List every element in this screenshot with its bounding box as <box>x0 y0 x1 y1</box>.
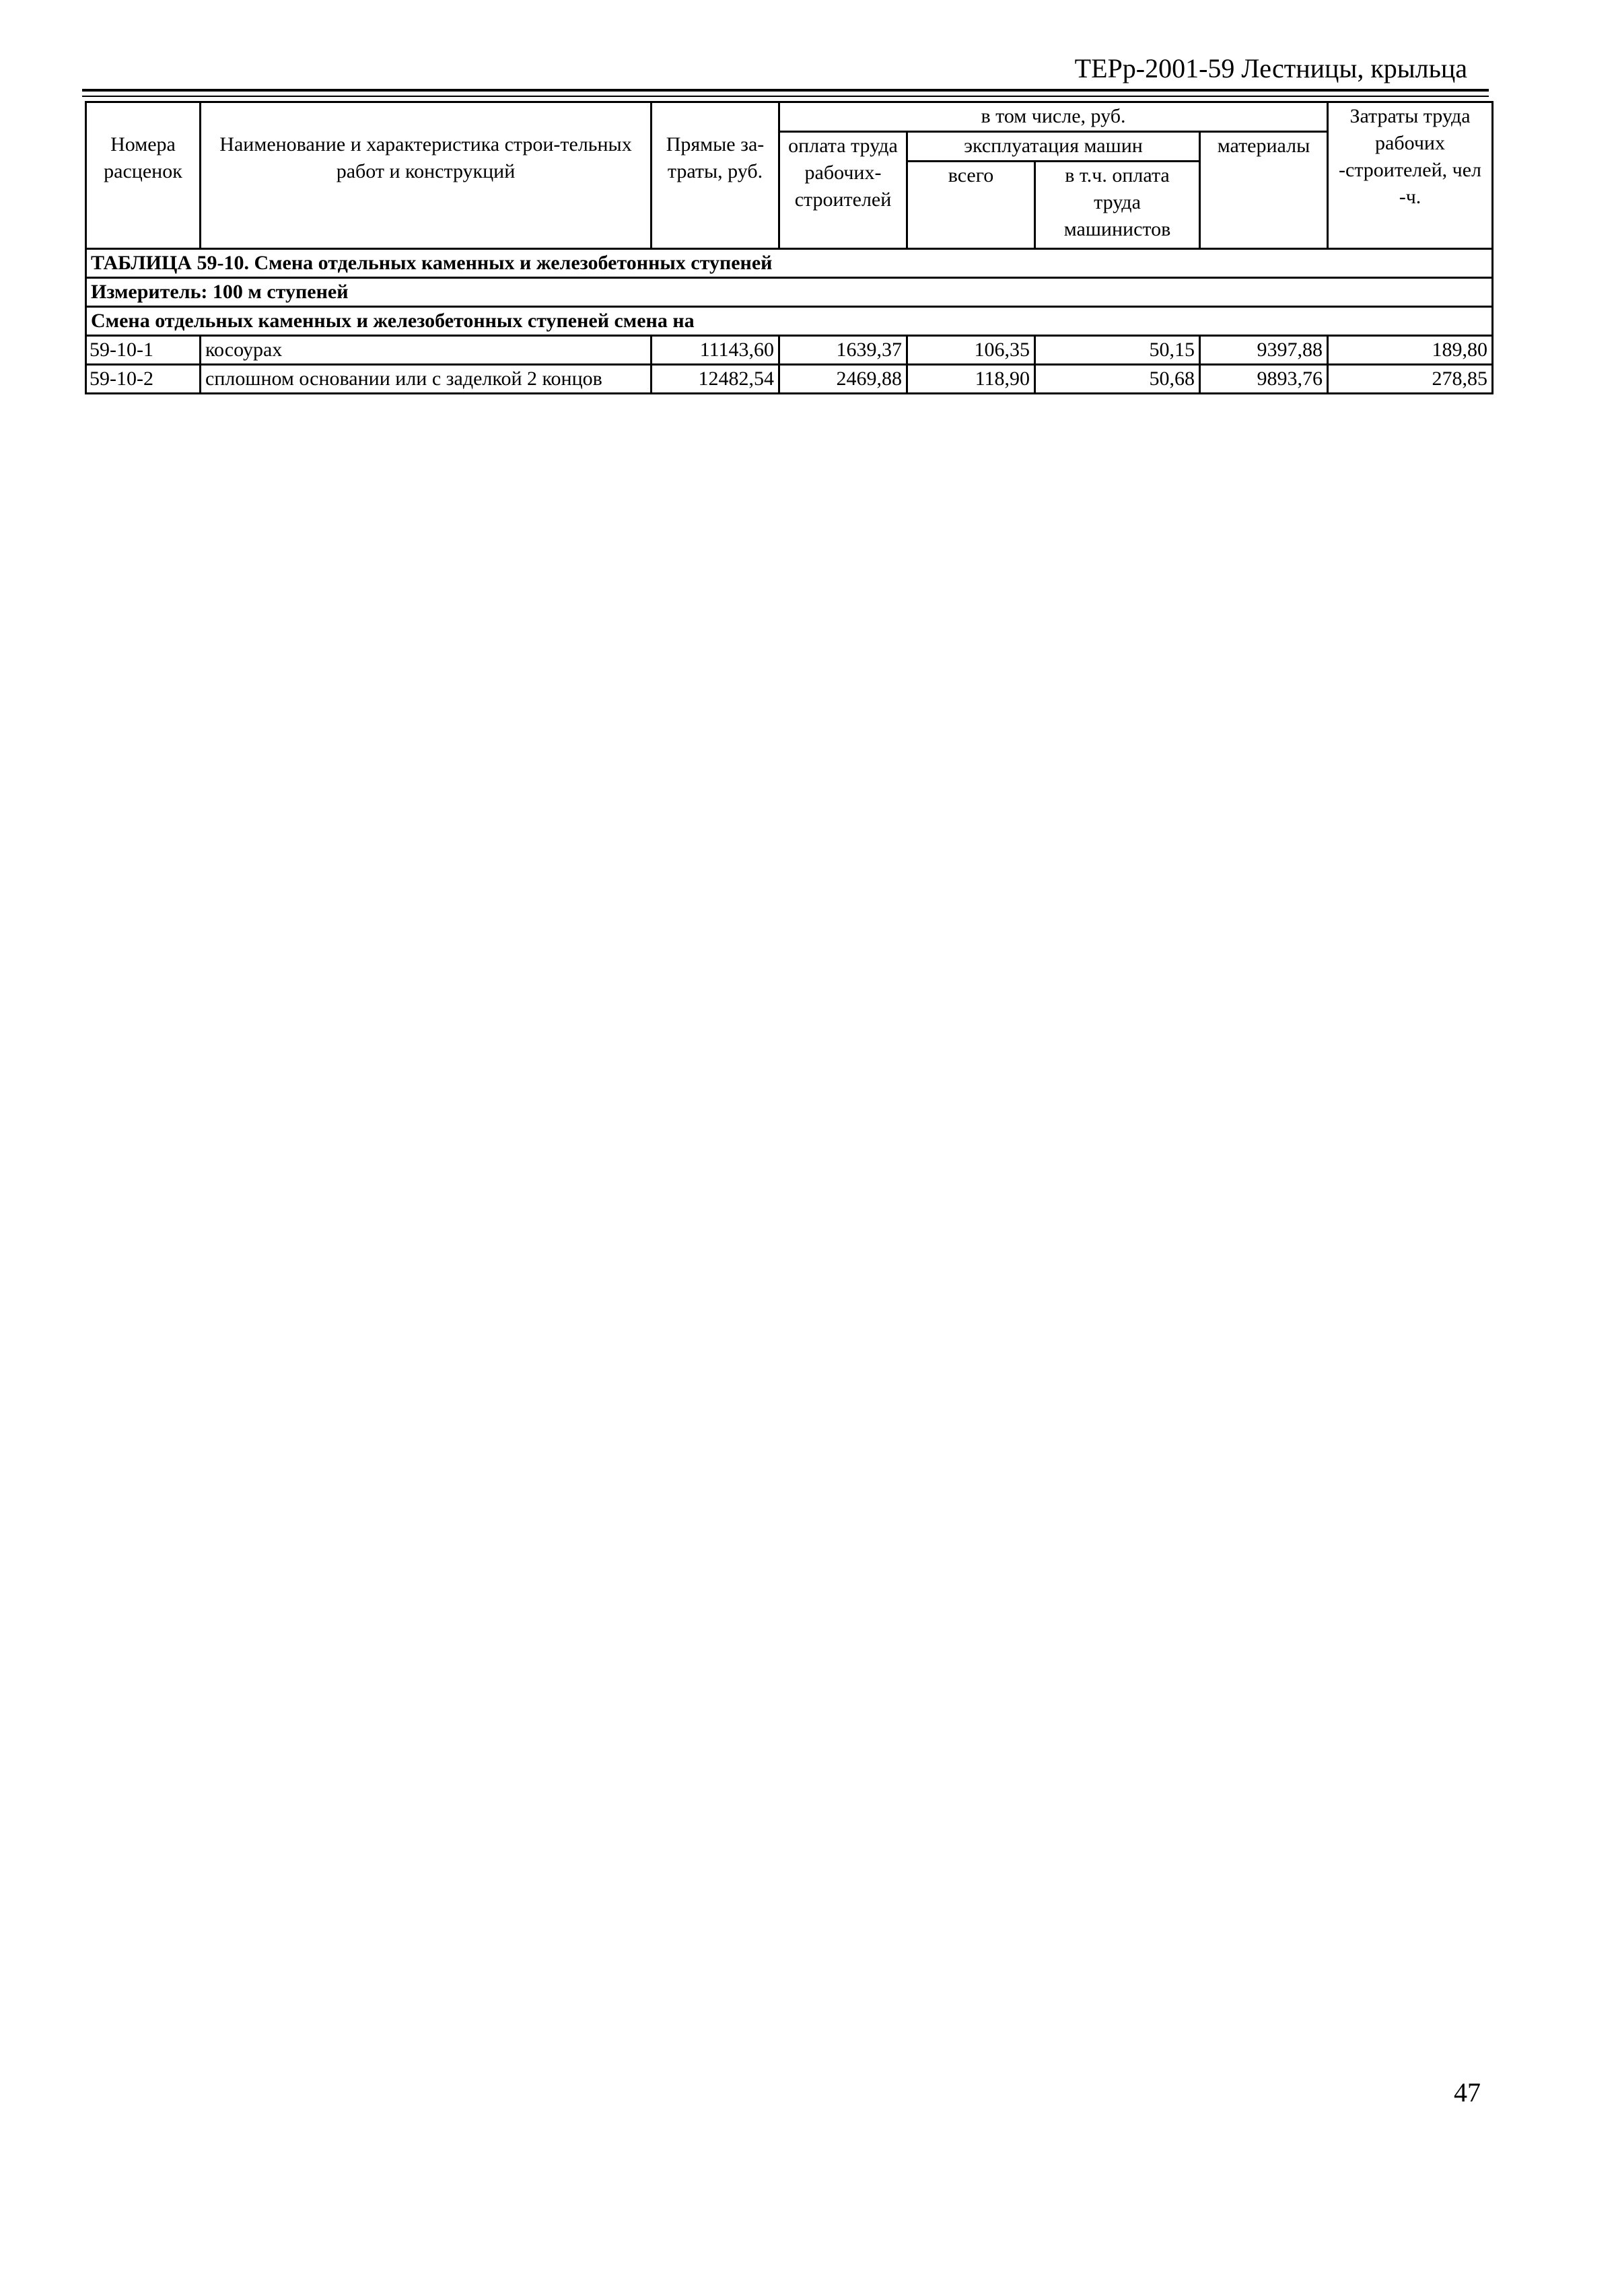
cell-machines-total: 106,35 <box>907 336 1035 365</box>
table-title: ТАБЛИЦА 59-10. Смена отдельных каменных и железобетонных ступеней <box>86 249 1493 278</box>
table-row <box>86 365 1493 394</box>
cell-code: 59-10-1 <box>86 336 201 365</box>
cell-materials: 9397,88 <box>1200 336 1328 365</box>
running-header: ТЕРр-2001-59 Лестницы, крыльца <box>1074 53 1467 83</box>
page-number: 47 <box>1454 2077 1481 2108</box>
header-direct-costs: Прямые за-траты, руб. <box>652 102 779 249</box>
header-operator-pay: в т.ч. оплата труда машинистов <box>1035 162 1200 249</box>
cell-direct-costs: 12482,54 <box>652 365 779 394</box>
header-rule <box>82 89 1489 92</box>
cell-machines-total: 118,90 <box>907 365 1035 394</box>
cell-materials: 9893,76 <box>1200 365 1328 394</box>
cell-name: косоурах <box>201 336 652 365</box>
header-code: Номера расценок <box>86 102 201 249</box>
section-heading: Смена отдельных каменных и железобетонных ступеней смена на <box>86 307 1493 336</box>
header-materials: материалы <box>1200 132 1328 249</box>
cell-labor-pay: 2469,88 <box>779 365 907 394</box>
header-machines-total: всего <box>907 162 1035 249</box>
price-table <box>85 101 1494 394</box>
header-name: Наименование и характеристика строи-тельных работ и конструкций <box>201 102 652 249</box>
cell-name: сплошном основании или с заделкой 2 концов <box>201 365 652 394</box>
cell-labor-hours: 278,85 <box>1328 365 1493 394</box>
cell-direct-costs: 11143,60 <box>652 336 779 365</box>
cell-labor-hours: 189,80 <box>1328 336 1493 365</box>
cell-labor-pay: 1639,37 <box>779 336 907 365</box>
cell-operator-pay: 50,15 <box>1035 336 1200 365</box>
cell-operator-pay: 50,68 <box>1035 365 1200 394</box>
header-labor-hours: Затраты труда рабочих -строителей, чел -ч. <box>1328 102 1493 249</box>
table-row <box>86 336 1493 365</box>
header-machines: эксплуатация машин <box>907 132 1200 162</box>
header-rule-thin <box>82 96 1489 97</box>
table-meter: Измеритель: 100 м ступеней <box>86 278 1493 307</box>
header-including: в том числе, руб. <box>779 102 1328 132</box>
cell-code: 59-10-2 <box>86 365 201 394</box>
header-labor-pay: оплата труда рабочих-строителей <box>779 132 907 249</box>
